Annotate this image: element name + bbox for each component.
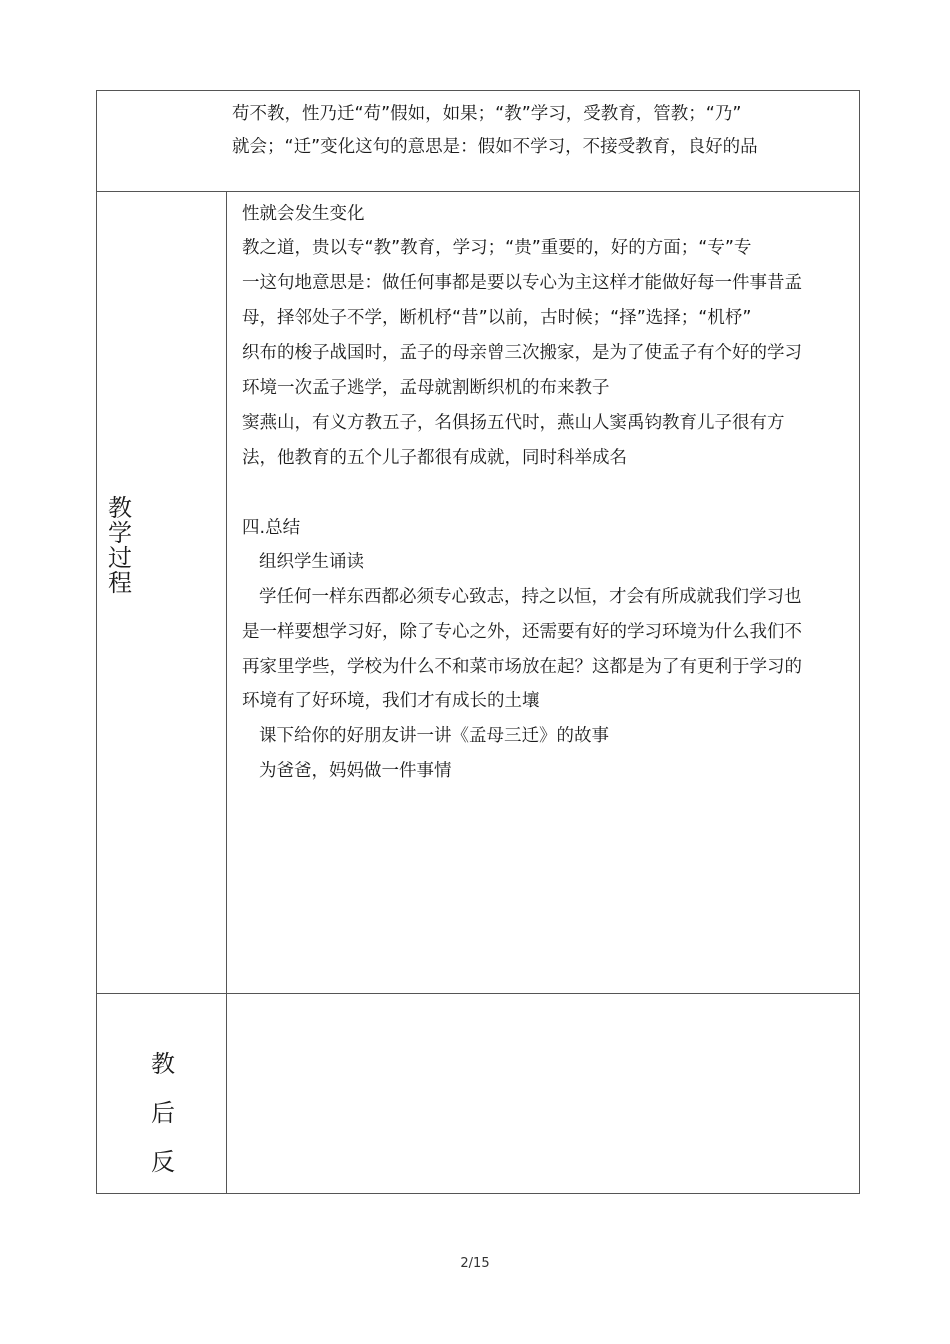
label-char: 教 xyxy=(151,1050,175,1078)
label-char: 过 xyxy=(108,544,132,572)
text-line: 组织学生诵读 xyxy=(259,552,364,572)
lesson-plan-table xyxy=(96,90,860,1194)
label-char: 教 xyxy=(108,494,132,522)
label-char: 程 xyxy=(108,569,132,597)
text-line: 是一样要想学习好，除了专心之外，还需要有好的学习环境为什么我们不 xyxy=(242,622,802,642)
text-line: 再家里学些，学校为什么不和菜市场放在起？这都是为了有更利于学习的 xyxy=(242,657,802,677)
text-line: 法，他教育的五个儿子都很有成就，同时科举成名 xyxy=(242,448,627,468)
row2-content-cell xyxy=(226,191,860,994)
text-line: 性就会发生变化 xyxy=(242,204,365,224)
text-line: 织布的梭子战国时，孟子的母亲曾三次搬家，是为了使孟子有个好的学习 xyxy=(242,343,802,363)
text-line: 环境一次孟子逃学，孟母就割断织机的布来教子 xyxy=(242,378,610,398)
text-line: 环境有了好环境，我们才有成长的土壤 xyxy=(242,691,540,711)
text-line: 一这句地意思是：做任何事都是要以专心为主这样才能做好每一件事昔孟 xyxy=(242,273,802,293)
text-line: 四.总结 xyxy=(242,518,301,538)
label-char: 学 xyxy=(108,519,132,547)
text-line: 苟不教，性乃迁“苟”假如，如果；“教”学习，受教育，管教；“乃” xyxy=(232,104,742,124)
text-line: 窦燕山，有义方教五子，名俱扬五代时，燕山人窦禹钧教育儿子很有方 xyxy=(242,413,785,433)
row3-label-cell xyxy=(96,993,227,1194)
text-line: 教之道，贵以专“教”教育，学习；“贵”重要的，好的方面；“专”专 xyxy=(242,238,752,258)
row3-content-cell xyxy=(226,993,860,1194)
text-line: 课下给你的好朋友讲一讲《孟母三迁》的故事 xyxy=(259,726,609,746)
row2-label-cell xyxy=(96,191,227,994)
text-line: 母，择邻处子不学，断机杼“昔”以前，古时候；“择”选择；“机杼” xyxy=(242,308,752,328)
row1-content-cell xyxy=(96,90,860,192)
text-line: 学任何一样东西都必须专心致志，持之以恒，才会有所成就我们学习也 xyxy=(259,587,802,607)
label-char: 后 xyxy=(151,1099,175,1127)
page-number: 2/15 xyxy=(460,1256,490,1271)
text-line: 就会；“迁”变化这句的意思是：假如不学习，不接受教育，良好的品 xyxy=(232,137,758,157)
text-line: 为爸爸，妈妈做一件事情 xyxy=(259,761,452,781)
label-char: 反 xyxy=(151,1148,175,1176)
